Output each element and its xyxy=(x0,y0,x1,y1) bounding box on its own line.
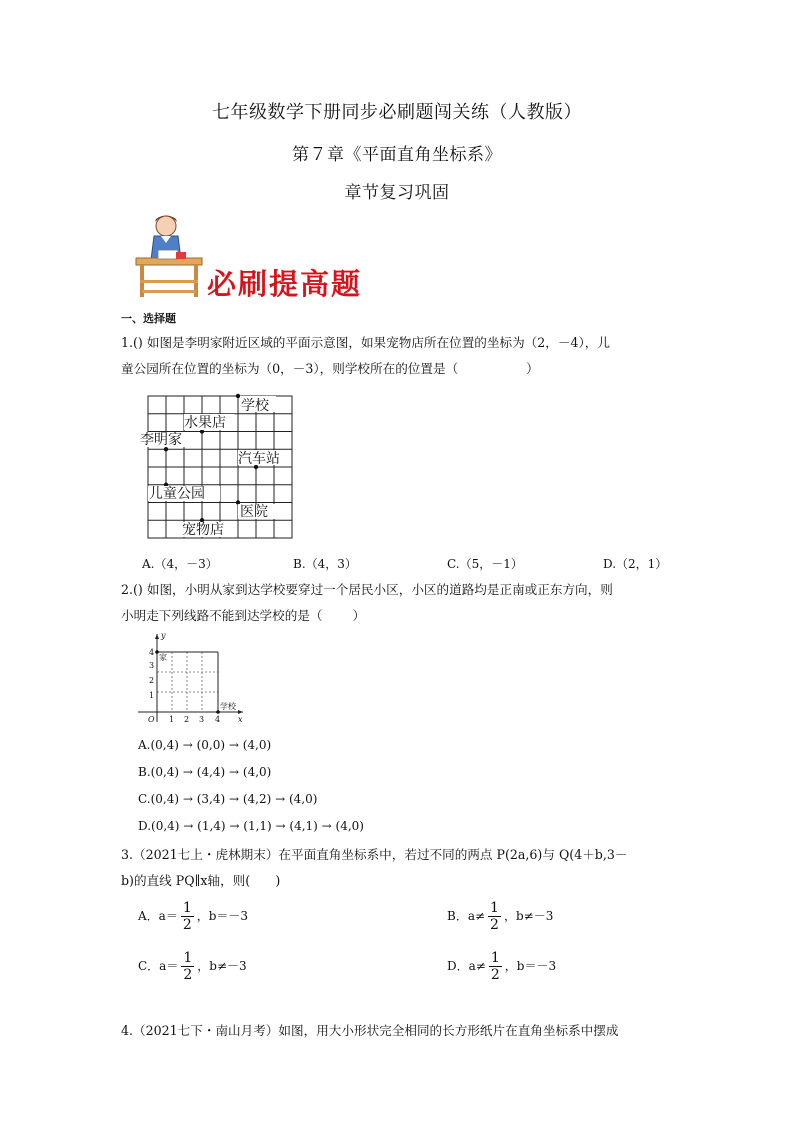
y-tick-3: 3 xyxy=(149,661,155,670)
q3-line2: b)的直线 PQ∥x轴，则( ) xyxy=(121,873,281,888)
x-tick-2: 2 xyxy=(184,715,190,724)
home-label: 家 xyxy=(159,653,167,662)
document-title: 七年级数学下册同步必刷题闯关练（人教版） xyxy=(212,102,582,123)
y-tick-2: 2 xyxy=(149,676,155,685)
section-label: 一、选择题 xyxy=(121,312,176,325)
q3-option-b: B．a≠ $\frac{1}{2}$ ，b≠－3 xyxy=(447,900,554,933)
q2-coordinate-figure xyxy=(135,630,253,729)
q3-option-d: D．a≠ $\frac{1}{2}$ ，b＝－3 xyxy=(447,950,557,983)
q2-option-c: C.(0,4) → (3,4) → (4,2) → (4,0) xyxy=(138,792,318,806)
q1-map-figure xyxy=(138,392,298,546)
x-tick-1: 1 xyxy=(169,715,175,724)
q2-line1: 2.() 如图，小明从家到达学校要穿过一个居民小区，小区的道路均是正南或正东方向，则 xyxy=(121,582,613,597)
q3-option-a: A．a＝ $\frac{1}{2}$ ，b＝－3 xyxy=(138,900,249,933)
q3-option-c: C．a＝ $\frac{1}{2}$ ，b≠－3 xyxy=(138,950,247,983)
map-label-school: 学校 xyxy=(241,398,269,414)
map-label-hospital: 医院 xyxy=(240,504,268,520)
question-3 xyxy=(121,842,691,894)
q2-option-b: B.(0,4) → (4,4) → (4,0) xyxy=(138,765,272,779)
q4-line1: 4.（2021七下・南山月考）如图，用大小形状完全相同的长方形纸片在直角坐标系中摆成 xyxy=(121,1023,619,1038)
student-desk-illustration xyxy=(128,210,210,302)
map-label-bus: 汽车站 xyxy=(238,451,280,467)
q1-line1: 1.() 如图是李明家附近区域的平面示意图，如果宠物店所在位置的坐标为（2，－4），儿 xyxy=(121,335,610,350)
x-tick-3: 3 xyxy=(199,715,205,724)
origin-label: O xyxy=(148,715,155,724)
q2-option-a: A.(0,4) → (0,0) → (4,0) xyxy=(138,738,272,752)
q1-option-b: B.（4，3） xyxy=(293,557,357,571)
x-axis-label: x xyxy=(238,715,243,724)
y-axis-label: y xyxy=(161,631,166,640)
map-label-home: 李明家 xyxy=(140,432,182,448)
q1-line2: 童公园所在位置的坐标为（0，－3），则学校所在的位置是（ ） xyxy=(121,361,539,376)
q2-option-d: D.(0,4) → (1,4) → (1,1) → (4,1) → (4,0) xyxy=(138,819,364,833)
q1-option-d: D.（2，1） xyxy=(603,557,668,571)
banner-title: 必刷提高题 xyxy=(207,267,363,301)
map-label-park: 儿童公园 xyxy=(149,486,205,502)
question-2 xyxy=(121,577,691,629)
map-label-pet: 宠物店 xyxy=(182,522,224,538)
y-tick-4: 4 xyxy=(149,648,155,657)
q3-line1: 3.（2021七上・虎林期末）在平面直角坐标系中，若过不同的两点 P(2a,6)与 Q(4＋b,3－ xyxy=(121,847,628,862)
q2-line2: 小明走下列线路不能到达学校的是（ ） xyxy=(121,608,366,623)
map-label-fruit: 水果店 xyxy=(184,415,226,431)
q1-option-a: A.（4，－3） xyxy=(142,557,218,571)
section-subtitle: 章节复习巩固 xyxy=(344,183,450,203)
question-1 xyxy=(121,330,691,382)
question-4 xyxy=(121,1018,691,1044)
q1-option-c: C.（5，－1） xyxy=(447,557,523,571)
x-tick-4: 4 xyxy=(215,715,221,724)
school-label: 学校 xyxy=(220,702,236,711)
chapter-title: 第７章《平面直角坐标系》 xyxy=(292,145,502,165)
y-tick-1: 1 xyxy=(149,691,155,700)
